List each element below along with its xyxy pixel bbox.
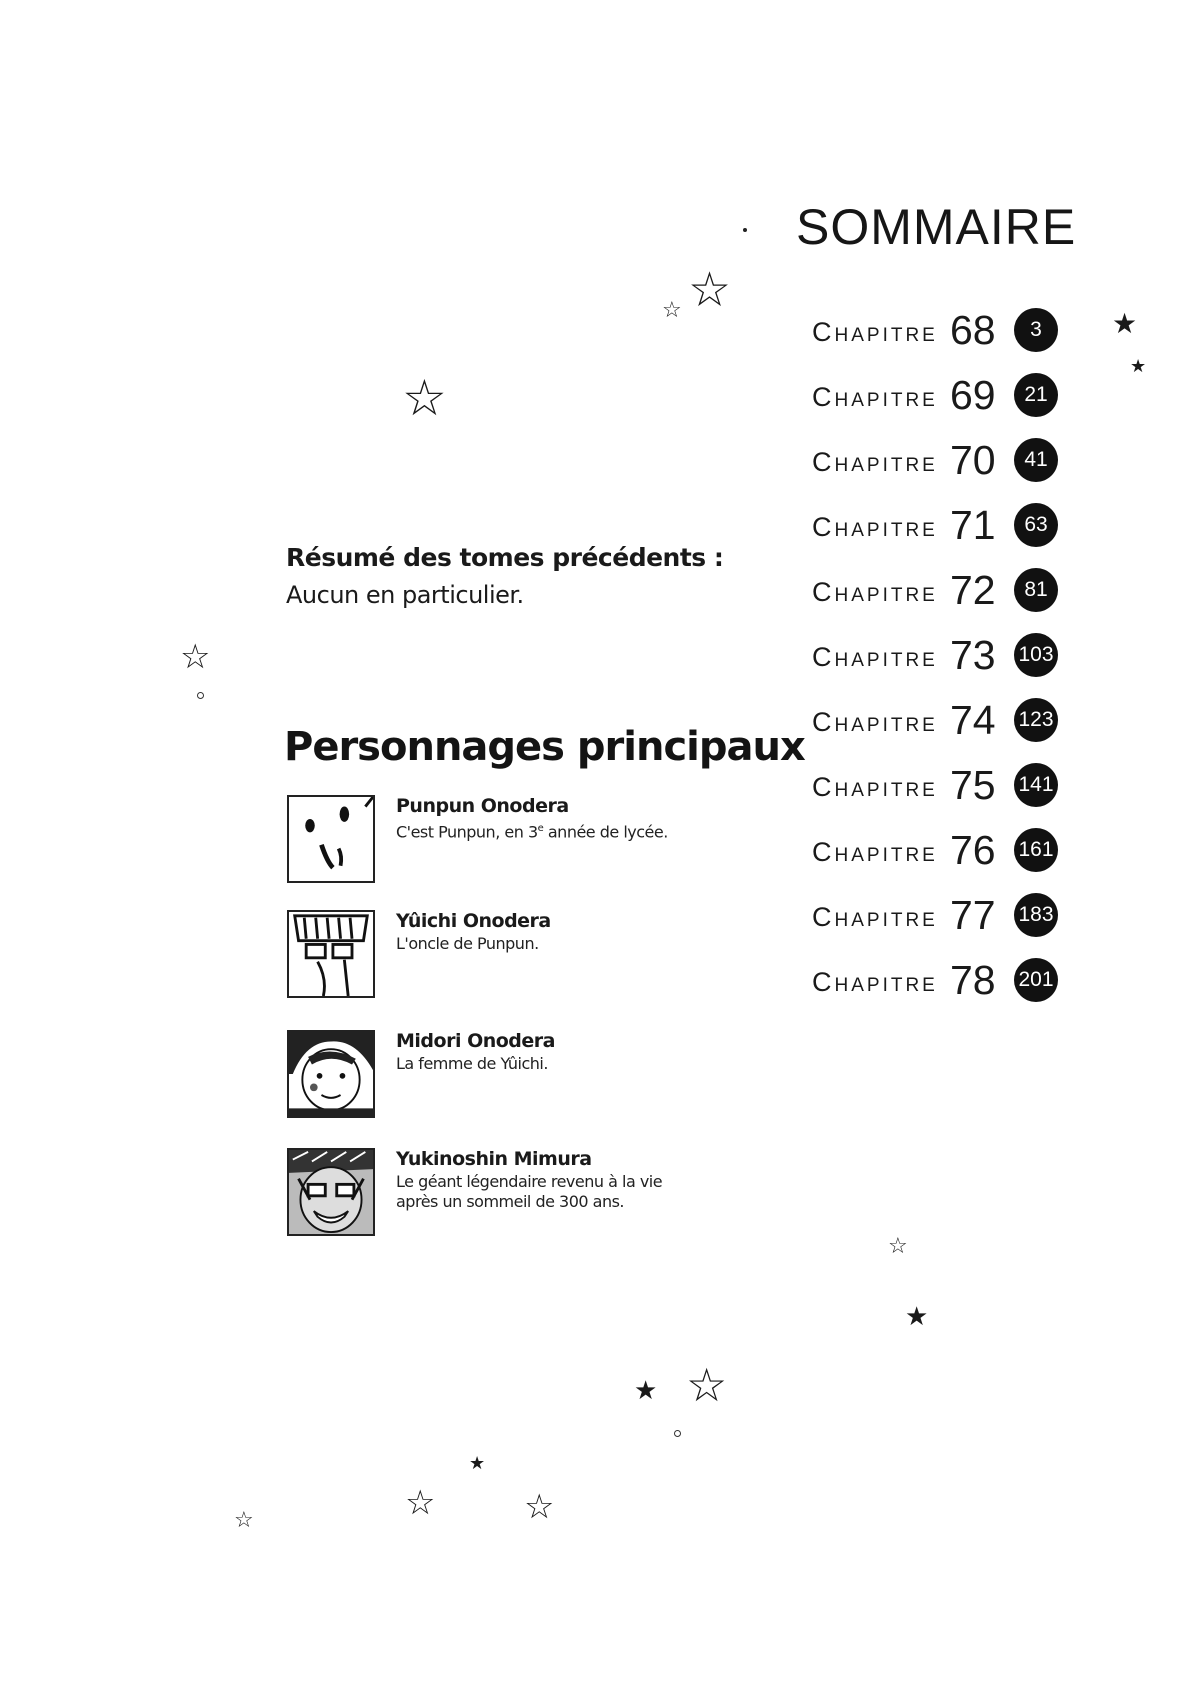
character-description: Le géant légendaire revenu à la vie après un sommeil de 300 ans.: [396, 1172, 663, 1211]
character-description: La femme de Yûichi.: [396, 1054, 548, 1073]
page-number-badge: 3: [1014, 308, 1058, 352]
dot-icon: [743, 228, 747, 232]
chapter-number: 72: [950, 567, 996, 613]
character-name: Punpun Onodera: [396, 795, 569, 817]
chapter-label: Chapitre: [812, 317, 938, 347]
character-entry: [287, 910, 707, 1002]
chapter-label: Chapitre: [812, 967, 938, 997]
outline-star-icon: ☆: [524, 1487, 555, 1527]
resume-heading: Résumé des tomes précédents :: [286, 543, 724, 572]
page-number-badge: 183: [1014, 893, 1058, 937]
chapter-number: 78: [950, 957, 996, 1003]
page-number-badge: 81: [1014, 568, 1058, 612]
page-number-badge: 201: [1014, 958, 1058, 1002]
chapter-label: Chapitre: [812, 902, 938, 932]
outline-star-icon: ☆: [180, 637, 211, 677]
page-number-badge: 63: [1014, 503, 1058, 547]
chapter-label: Chapitre: [812, 447, 938, 477]
toc-row: [812, 760, 1072, 810]
page-number-badge: 41: [1014, 438, 1058, 482]
chapter-label: Chapitre: [812, 642, 938, 672]
outline-star-icon: ☆: [686, 1358, 728, 1412]
toc-row: [812, 435, 1072, 485]
outline-star-icon: ☆: [688, 262, 732, 318]
chapter-number: 68: [950, 307, 996, 353]
punpun-portrait: [287, 795, 375, 883]
page-number-badge: 161: [1014, 828, 1058, 872]
characters-heading: Personnages principaux: [284, 724, 805, 770]
toc-row: [812, 305, 1072, 355]
character-name: Midori Onodera: [396, 1030, 555, 1052]
filled-star-icon: ★: [1112, 307, 1138, 340]
circle-icon: [674, 1430, 681, 1437]
chapter-number: 77: [950, 892, 996, 938]
chapter-number: 73: [950, 632, 996, 678]
character-description: L'oncle de Punpun.: [396, 934, 539, 953]
resume-text: Aucun en particulier.: [286, 581, 524, 609]
page-number-badge: 103: [1014, 633, 1058, 677]
character-name: Yûichi Onodera: [396, 910, 551, 932]
toc-row: [812, 370, 1072, 420]
toc-row: [812, 500, 1072, 550]
sommaire-title: SOMMAIRE: [796, 199, 1077, 255]
chapter-number: 76: [950, 827, 996, 873]
outline-star-icon: ☆: [402, 369, 447, 427]
chapter-label: Chapitre: [812, 772, 938, 802]
chapter-number: 75: [950, 762, 996, 808]
character-entry: [287, 795, 707, 887]
chapter-number: 69: [950, 372, 996, 418]
outline-star-icon: ☆: [662, 298, 682, 323]
page-number-badge: 21: [1014, 373, 1058, 417]
chapter-number: 71: [950, 502, 996, 548]
page-number-badge: 123: [1014, 698, 1058, 742]
chapter-label: Chapitre: [812, 707, 938, 737]
character-description: C'est Punpun, en 3e année de lycée.: [396, 822, 668, 842]
toc-row: [812, 630, 1072, 680]
character-entry: [287, 1148, 707, 1240]
filled-star-icon: ★: [634, 1376, 658, 1406]
mimura-portrait: [287, 1148, 375, 1236]
outline-star-icon: ☆: [405, 1483, 436, 1523]
filled-star-icon: ★: [1130, 356, 1147, 377]
toc-row: [812, 955, 1072, 1005]
chapter-number: 70: [950, 437, 996, 483]
character-name: Yukinoshin Mimura: [396, 1148, 592, 1170]
character-entry: [287, 1030, 707, 1122]
chapter-label: Chapitre: [812, 512, 938, 542]
midori-portrait: [287, 1030, 375, 1118]
yuichi-portrait: [287, 910, 375, 998]
chapter-number: 74: [950, 697, 996, 743]
toc-row: [812, 565, 1072, 615]
page-number-badge: 141: [1014, 763, 1058, 807]
toc-row: [812, 695, 1072, 745]
toc-row: [812, 825, 1072, 875]
outline-star-icon: ☆: [888, 1234, 908, 1259]
chapter-label: Chapitre: [812, 577, 938, 607]
outline-star-icon: ☆: [234, 1508, 254, 1533]
filled-star-icon: ★: [905, 1302, 929, 1332]
circle-icon: [197, 692, 204, 699]
filled-star-icon: ★: [469, 1453, 486, 1474]
chapter-label: Chapitre: [812, 837, 938, 867]
toc-row: [812, 890, 1072, 940]
chapter-label: Chapitre: [812, 382, 938, 412]
